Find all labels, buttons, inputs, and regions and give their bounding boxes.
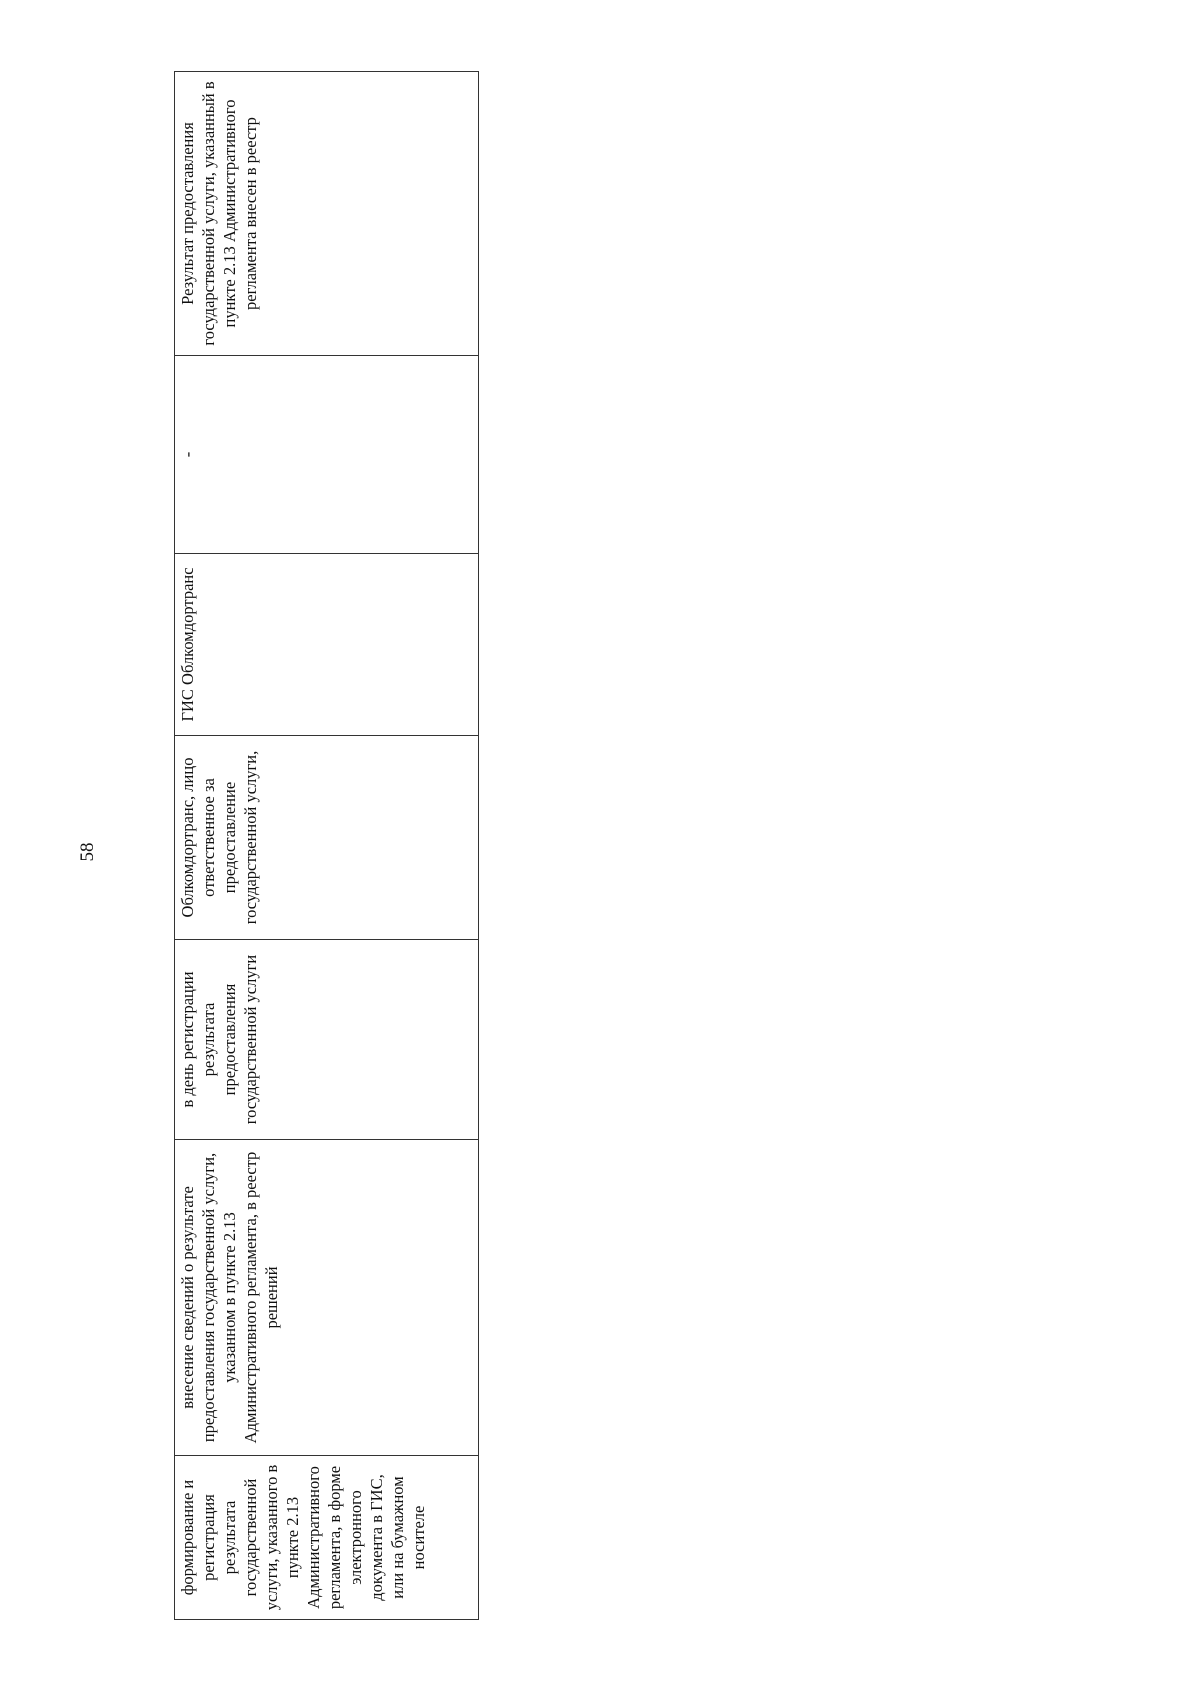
table-cell-deadline: в день регистрации результата предоставления государственной услуги <box>175 940 479 1140</box>
table-cell-responsible: Облкомдортранс, лицо ответственное за предоставление государственной услуги, <box>175 736 479 940</box>
table-cell-system: ГИС Облкомдортранс <box>175 554 479 736</box>
table-cell-criteria: - <box>175 356 479 554</box>
document-table <box>174 71 479 1620</box>
table-cell-procedure: формирование и регистрация результата государственной услуги, указанного в пункте 2.13 Административного регламента, в форме электронного документа в ГИС, или на бумажном носителе <box>175 1456 479 1620</box>
page-number: 58 <box>77 842 98 862</box>
table-cell-result: Результат предоставления государственной услуги, указанный в пункте 2.13 Административного регламента внесен в реестр <box>175 72 479 356</box>
document-table-container <box>174 72 479 1620</box>
table-row <box>175 72 479 1620</box>
table-cell-action: внесение сведений о результате предоставления государственной услуги, указанном в пункте 2.13 Административного регламента, в реестр решений <box>175 1140 479 1456</box>
